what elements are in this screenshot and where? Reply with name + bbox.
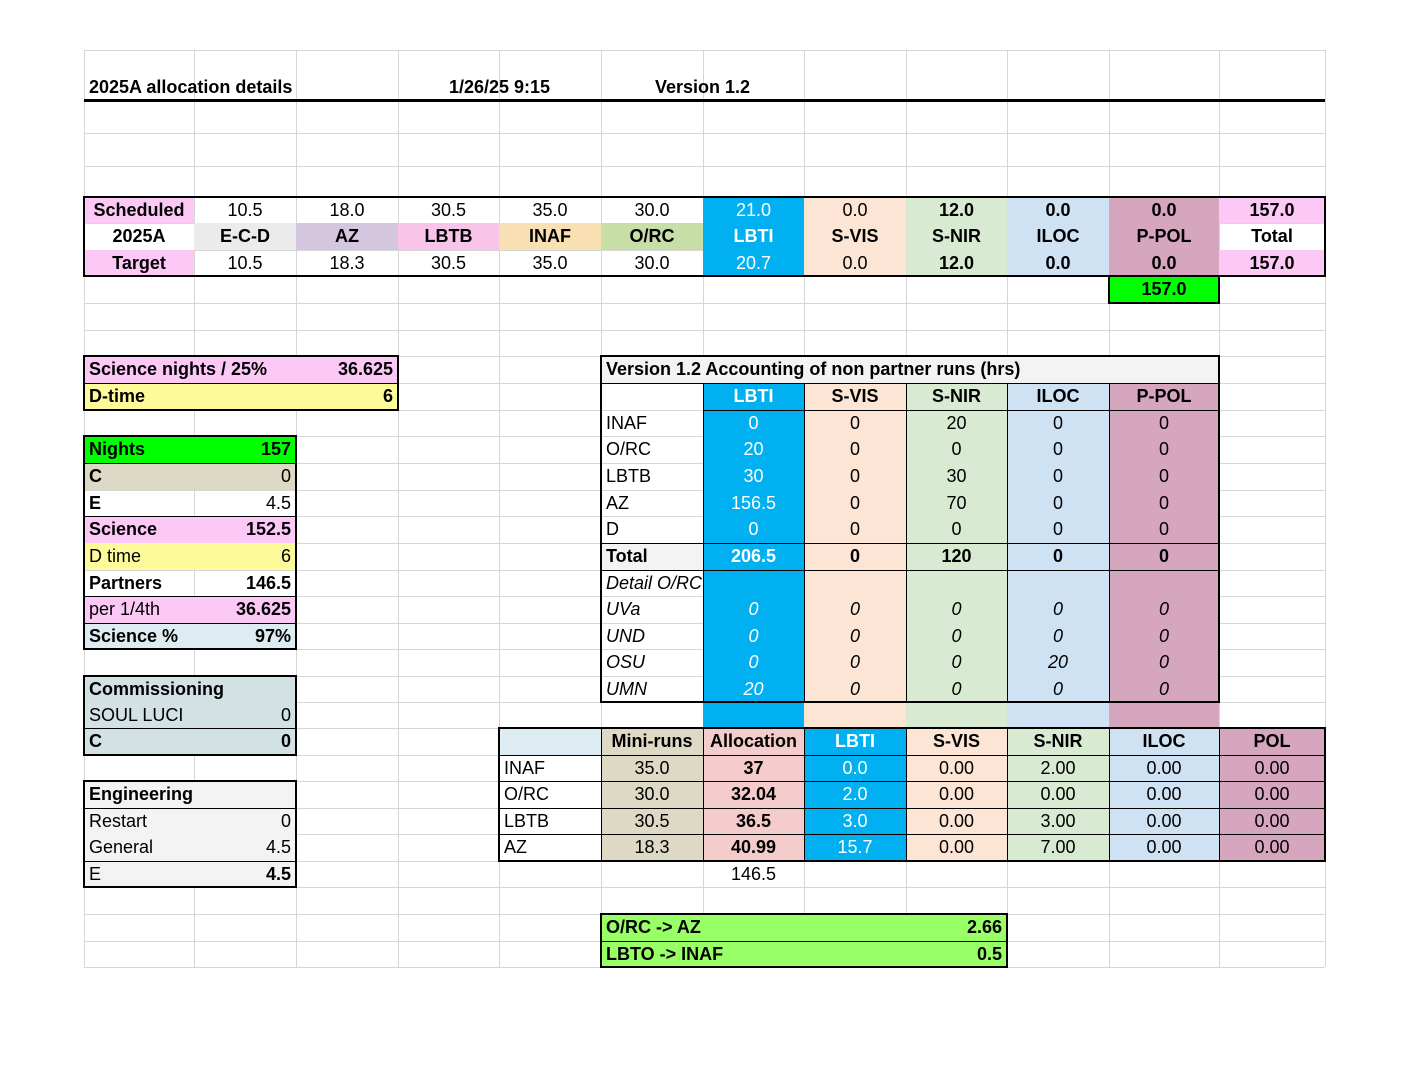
detail-value[interactable]: 20 [1047, 652, 1069, 672]
nights-label[interactable]: Nights [89, 439, 145, 459]
gridline-horizontal [84, 887, 1325, 888]
gridline-horizontal [84, 50, 1325, 51]
detail-value[interactable]: 0 [748, 599, 759, 619]
nights-value[interactable]: 4.5 [265, 493, 291, 513]
accounting-column-header[interactable]: P-POL [1136, 386, 1192, 406]
miniruns-value[interactable]: 0.00 [1040, 784, 1076, 804]
partner-header[interactable]: AZ [296, 223, 398, 250]
accounting-value[interactable]: 0 [748, 413, 759, 433]
scheduled-value[interactable]: 157.0 [1219, 197, 1325, 223]
transfer-label[interactable]: O/RC -> AZ [601, 914, 1007, 941]
partner-header[interactable]: S-VIS [804, 223, 906, 250]
accounting-row-label[interactable]: D [606, 519, 619, 539]
detail-row-label[interactable]: UMN [606, 679, 647, 699]
target-label[interactable]: Target [84, 250, 194, 276]
miniruns-value[interactable]: 0.00 [1146, 758, 1182, 778]
partner-header[interactable]: S-NIR [906, 223, 1007, 250]
scheduled-label[interactable]: Scheduled [84, 197, 194, 223]
nights-value[interactable]: 36.625 [235, 599, 291, 619]
scheduled-value[interactable]: 30.5 [430, 200, 467, 220]
accounting-row-label[interactable]: O/RC [606, 439, 651, 459]
engineering-item-value[interactable]: 4.5 [265, 837, 291, 857]
transfer-value[interactable]: 2.66 [966, 917, 1002, 937]
nights-value[interactable]: 146.5 [245, 573, 291, 593]
detail-value[interactable]: 0 [849, 626, 860, 646]
miniruns-value[interactable]: 0.00 [1254, 758, 1290, 778]
nights-value[interactable]: 97% [254, 626, 291, 646]
border-line [804, 728, 805, 861]
detail-orc-label[interactable]: Detail O/RC [606, 573, 703, 593]
accounting-total-value[interactable]: 120 [941, 546, 972, 566]
gridline-horizontal [84, 967, 1325, 968]
scheduled-value[interactable]: 0.0 [804, 197, 906, 223]
gridline-vertical [398, 50, 399, 967]
accounting-value[interactable]: 30 [743, 466, 764, 486]
border-line [84, 808, 296, 809]
accounting-value[interactable]: 0 [1052, 519, 1063, 539]
border-line [84, 861, 296, 862]
detail-value[interactable]: 0 [1052, 679, 1063, 699]
accounting-value[interactable]: 0 [1052, 466, 1063, 486]
accounting-total-value[interactable]: 0 [849, 546, 860, 566]
miniruns-column-header[interactable]: S-VIS [932, 731, 980, 751]
engineering-total-value[interactable]: 4.5 [265, 864, 291, 884]
border-line [601, 570, 1219, 571]
accounting-value[interactable]: 0 [748, 519, 759, 539]
border-line [804, 383, 805, 702]
detail-value[interactable]: 0 [849, 679, 860, 699]
miniruns-value[interactable]: 15.7 [837, 837, 873, 857]
miniruns-value[interactable]: 0.00 [1146, 811, 1182, 831]
miniruns-value[interactable]: 0.00 [1146, 784, 1182, 804]
detail-row-label[interactable]: UND [606, 626, 645, 646]
partner-header[interactable]: P-POL [1109, 223, 1219, 250]
scheduled-value[interactable]: 0.0 [1109, 197, 1219, 223]
detail-value[interactable]: 0 [1052, 626, 1063, 646]
accounting-value[interactable]: 20 [946, 413, 967, 433]
miniruns-row-label[interactable]: LBTB [504, 811, 550, 831]
target-value[interactable]: 35.0 [532, 253, 568, 273]
commissioning-total-value[interactable]: 0 [280, 731, 291, 751]
detail-value[interactable]: 0 [1052, 599, 1063, 619]
miniruns-value[interactable]: 0.00 [1254, 784, 1290, 804]
detail-value[interactable]: 0 [1158, 679, 1169, 699]
miniruns-value[interactable]: 0.0 [842, 758, 868, 778]
miniruns-value[interactable]: 40.99 [730, 837, 777, 857]
gridline-horizontal [84, 133, 1325, 134]
partner-header[interactable]: O/RC [601, 223, 703, 250]
transfer-label[interactable]: LBTO -> INAF [601, 941, 1007, 967]
border-line [703, 410, 1219, 411]
nights-label[interactable]: E [89, 493, 102, 513]
border-line [499, 834, 1325, 835]
accounting-row-label[interactable]: LBTB [606, 466, 652, 486]
target-value[interactable]: 0.0 [1109, 250, 1219, 276]
border-line [703, 383, 704, 702]
miniruns-column-header[interactable]: LBTI [835, 731, 875, 751]
gridline-vertical [1325, 50, 1326, 967]
border-line [906, 728, 907, 861]
accounting-value[interactable]: 0 [1158, 519, 1169, 539]
accounting-value[interactable]: 20 [743, 439, 764, 459]
miniruns-value[interactable]: 37 [743, 758, 764, 778]
accounting-value[interactable]: 30 [946, 466, 967, 486]
detail-row-label[interactable]: OSU [606, 652, 646, 672]
miniruns-value[interactable]: 7.00 [1040, 837, 1076, 857]
miniruns-value[interactable]: 3.0 [842, 811, 868, 831]
accounting-value[interactable]: 0 [1158, 439, 1169, 459]
partner-header[interactable]: 2025A [112, 226, 166, 246]
accounting-total-value[interactable]: 206.5 [730, 546, 777, 566]
gridline-horizontal [84, 166, 1325, 167]
nights-label[interactable]: Science % [89, 626, 179, 646]
detail-value[interactable]: 0 [1158, 599, 1169, 619]
miniruns-value[interactable]: 30.5 [634, 811, 670, 831]
engineering-item-label[interactable]: Restart [89, 811, 148, 831]
border-line [703, 728, 704, 861]
nights-label[interactable]: Science [89, 519, 158, 539]
accounting-total-label[interactable]: Total [606, 546, 648, 566]
detail-value[interactable]: 0 [951, 652, 962, 672]
border-line [1007, 728, 1008, 861]
detail-value[interactable]: 0 [951, 679, 962, 699]
gridline-horizontal [84, 303, 1325, 304]
accounting-total-value[interactable]: 0 [1052, 546, 1063, 566]
border-line [84, 516, 296, 517]
border-line [499, 808, 1325, 809]
miniruns-row-label[interactable]: O/RC [504, 784, 549, 804]
miniruns-value[interactable]: 30.0 [634, 784, 670, 804]
accounting-value[interactable]: 0 [951, 519, 962, 539]
scheduled-value[interactable]: 12.0 [906, 197, 1007, 223]
accounting-value[interactable]: 0 [849, 439, 860, 459]
accounting-value[interactable]: 70 [946, 493, 967, 513]
partner-header[interactable]: LBTI [703, 223, 804, 250]
partner-header[interactable]: E-C-D [194, 223, 296, 250]
commissioning-item-value[interactable]: 0 [280, 705, 291, 725]
target-value[interactable]: 30.0 [634, 253, 670, 273]
miniruns-value[interactable]: 18.3 [634, 837, 670, 857]
miniruns-value[interactable]: 0.00 [938, 784, 975, 804]
accounting-value[interactable]: 0 [1158, 493, 1169, 513]
accounting-value[interactable]: 0 [1052, 439, 1063, 459]
target-value[interactable]: 20.7 [703, 250, 804, 276]
target-value[interactable]: 0.0 [1007, 250, 1109, 276]
accounting-value[interactable]: 0 [1052, 413, 1063, 433]
miniruns-value[interactable]: 32.04 [730, 784, 777, 804]
detail-value[interactable]: 0 [951, 599, 962, 619]
accounting-row-label[interactable]: INAF [606, 413, 648, 433]
sheet-version[interactable]: Version 1.2 [654, 77, 751, 97]
nights-label[interactable]: C [89, 466, 102, 486]
miniruns-column-header[interactable]: Mini-runs [611, 731, 693, 751]
border-line [84, 728, 296, 729]
gridline-vertical [296, 50, 297, 967]
detail-value[interactable]: 0 [1158, 626, 1169, 646]
accounting-value[interactable]: 0 [1158, 413, 1169, 433]
science-nights-label[interactable]: Science nights / 25% [84, 356, 398, 383]
detail-value[interactable]: 0 [1158, 652, 1169, 672]
accounting-value[interactable]: 0 [951, 439, 962, 459]
border-line [1109, 383, 1110, 702]
miniruns-value[interactable]: 36.5 [735, 811, 772, 831]
detail-value[interactable]: 0 [951, 626, 962, 646]
accounting-value[interactable]: 0 [849, 466, 860, 486]
accounting-row-label[interactable]: AZ [606, 493, 630, 513]
partner-header[interactable]: Total [1251, 226, 1293, 246]
border-line [906, 383, 907, 702]
nights-label[interactable]: D time [89, 546, 142, 566]
miniruns-column-header[interactable]: ILOC [1142, 731, 1186, 751]
miniruns-value[interactable]: 0.00 [1146, 837, 1182, 857]
engineering-total-label[interactable]: E [89, 864, 102, 884]
border-line [84, 596, 296, 597]
accounting-value[interactable]: 0 [849, 493, 860, 513]
target-value[interactable]: 18.3 [329, 253, 365, 273]
miniruns-value[interactable]: 0.00 [938, 811, 975, 831]
scheduled-value[interactable]: 10.5 [227, 200, 263, 220]
scheduled-value[interactable]: 30.0 [634, 200, 670, 220]
border-line [1219, 728, 1220, 861]
miniruns-value[interactable]: 2.0 [842, 784, 868, 804]
partner-header[interactable]: INAF [499, 223, 601, 250]
accounting-total-value[interactable]: 0 [1158, 546, 1169, 566]
border-line [601, 543, 1219, 544]
gridline-horizontal [84, 330, 1325, 331]
scheduled-value[interactable]: 18.0 [329, 200, 365, 220]
engineering-title[interactable]: Engineering [89, 784, 194, 804]
sheet-date[interactable]: 1/26/25 9:15 [448, 77, 551, 97]
accounting-value[interactable]: 0 [1158, 466, 1169, 486]
miniruns-column-header[interactable]: Allocation [709, 731, 797, 751]
accounting-value[interactable]: 156.5 [730, 493, 777, 513]
border-line [1109, 728, 1110, 861]
miniruns-corner [499, 728, 601, 755]
accounting-title[interactable]: Version 1.2 Accounting of non partner runs (hrs) [606, 359, 1021, 379]
miniruns-value[interactable]: 35.0 [634, 758, 670, 778]
target-value[interactable]: 0.0 [804, 250, 906, 276]
nights-value[interactable]: 152.5 [245, 519, 291, 539]
detail-value[interactable]: 0 [849, 599, 860, 619]
accounting-column-header[interactable]: S-VIS [831, 386, 879, 406]
partner-header[interactable]: LBTB [398, 223, 499, 250]
miniruns-value[interactable]: 3.00 [1040, 811, 1076, 831]
border-line [499, 781, 1325, 782]
detail-row-label[interactable]: UVa [606, 599, 641, 619]
check-total[interactable]: 157.0 [1109, 276, 1219, 303]
miniruns-value[interactable]: 0.00 [938, 837, 975, 857]
accounting-column-header[interactable]: S-NIR [932, 386, 981, 406]
miniruns-column-header[interactable]: S-NIR [1033, 731, 1083, 751]
border-line [499, 755, 1325, 756]
accounting-value[interactable]: 0 [849, 413, 860, 433]
commissioning-item-label[interactable]: SOUL LUCI [89, 705, 184, 725]
accounting-column-header[interactable]: LBTI [733, 386, 774, 406]
sheet-title[interactable]: 2025A allocation details [89, 77, 293, 97]
accounting-value[interactable]: 0 [849, 519, 860, 539]
miniruns-value[interactable]: 0.00 [1254, 811, 1290, 831]
miniruns-row-label[interactable]: INAF [504, 758, 546, 778]
engineering-item-label[interactable]: General [89, 837, 154, 857]
nights-label[interactable]: Partners [89, 573, 163, 593]
commissioning-total-label[interactable]: C [89, 731, 102, 751]
target-value[interactable]: 30.5 [430, 253, 467, 273]
scheduled-value[interactable]: 21.0 [703, 197, 804, 223]
border-line [84, 463, 296, 464]
border-line [84, 623, 296, 624]
miniruns-column-header[interactable]: POL [1253, 731, 1291, 751]
partner-header[interactable]: ILOC [1007, 223, 1109, 250]
science-nights-value[interactable]: 36.625 [337, 359, 393, 379]
miniruns-value[interactable]: 0.00 [938, 758, 975, 778]
target-value[interactable]: 10.5 [227, 253, 263, 273]
miniruns-value[interactable]: 0.00 [1254, 837, 1290, 857]
nights-value[interactable]: 6 [280, 546, 291, 566]
target-value[interactable]: 157.0 [1219, 250, 1325, 276]
allocation-sum[interactable]: 146.5 [730, 864, 777, 884]
scheduled-value[interactable]: 35.0 [532, 200, 568, 220]
target-value[interactable]: 12.0 [906, 250, 1007, 276]
detail-value[interactable]: 20 [743, 679, 764, 699]
border-line [1007, 383, 1008, 702]
commissioning-title[interactable]: Commissioning [89, 679, 225, 699]
dtime-label[interactable]: D-time [84, 383, 398, 410]
miniruns-row-label[interactable]: AZ [504, 837, 528, 857]
border-line [84, 383, 398, 384]
nights-value[interactable]: 0 [280, 466, 291, 486]
nights-value[interactable]: 157 [260, 439, 291, 459]
engineering-item-value[interactable]: 0 [280, 811, 291, 831]
border-line [601, 941, 1007, 942]
detail-value[interactable]: 0 [748, 626, 759, 646]
nights-label[interactable]: per 1/4th [89, 599, 161, 619]
accounting-value[interactable]: 0 [1052, 493, 1063, 513]
detail-value[interactable]: 0 [849, 652, 860, 672]
dtime-value[interactable]: 6 [382, 386, 393, 406]
scheduled-value[interactable]: 0.0 [1007, 197, 1109, 223]
miniruns-value[interactable]: 2.00 [1040, 758, 1076, 778]
border-line [601, 728, 602, 861]
detail-value[interactable]: 0 [748, 652, 759, 672]
accounting-column-header[interactable]: ILOC [1036, 386, 1080, 406]
transfer-value[interactable]: 0.5 [976, 944, 1002, 964]
border-line [601, 383, 1219, 384]
